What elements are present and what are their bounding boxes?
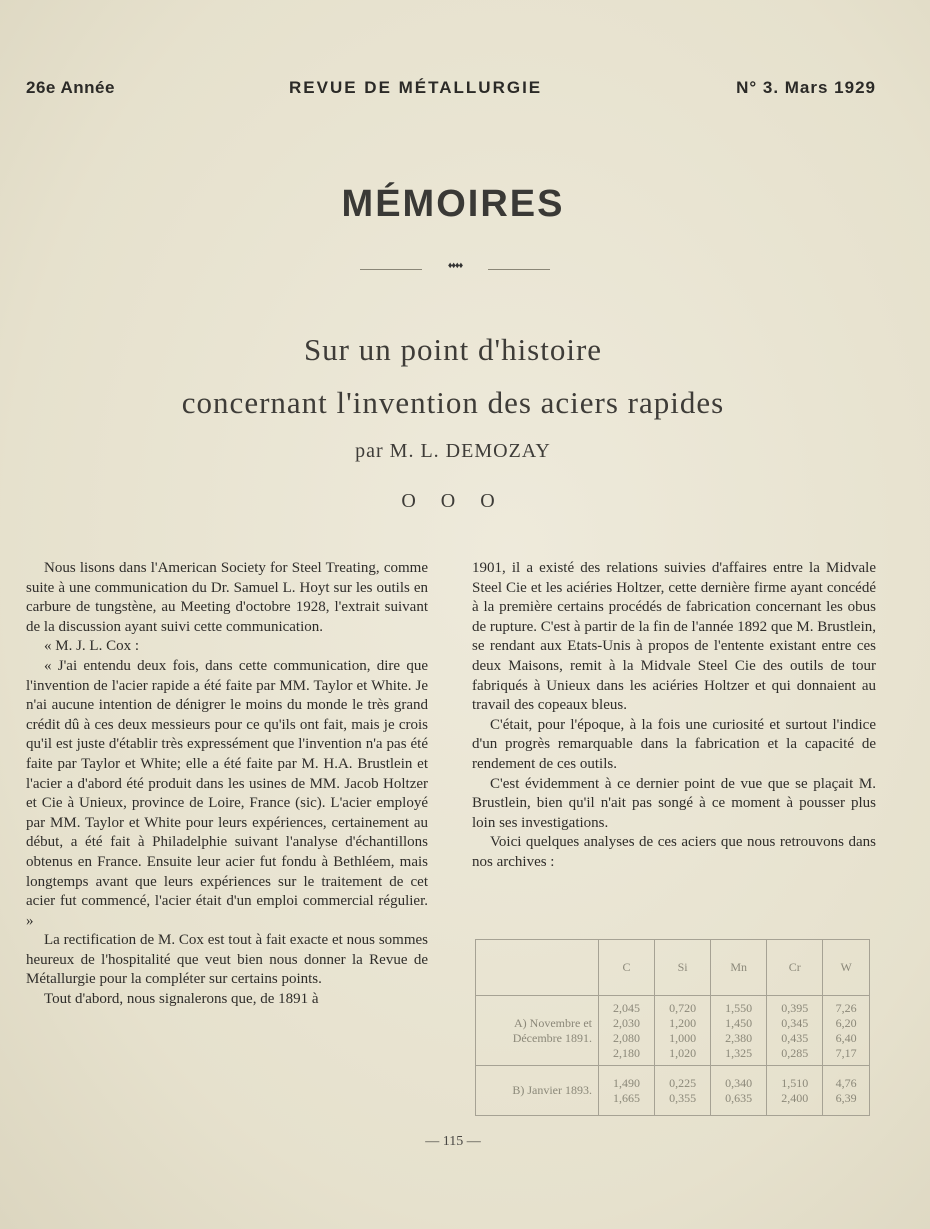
volume-year: 26e Année — [26, 78, 115, 97]
paragraph: Nous lisons dans l'American Society for Steel Treating, comme suite à une communication du Dr. Samuel L. Hoyt sur les outils en carbure de tungstène, au Meeting d'octobre 1928, l'extrait suivant de la discussion ayant suivi cette communication. — [26, 560, 428, 635]
issue-date: N° 3. Mars 1929 — [736, 78, 876, 97]
running-header — [26, 78, 876, 102]
paragraph: « M. J. L. Cox : — [44, 638, 140, 655]
row-label: B) Janvier 1893. — [476, 1066, 599, 1116]
ornament-divider — [360, 262, 550, 276]
separator-circles: O O O — [401, 490, 505, 512]
cell-si: 0,720 1,200 1,000 1,020 — [655, 996, 711, 1066]
cell-cr: 1,510 2,400 — [767, 1066, 823, 1116]
row-label: A) Novembre et Décembre 1891. — [476, 996, 599, 1066]
cell-c: 1,490 1,665 — [599, 1066, 655, 1116]
column-header: Mn — [711, 940, 767, 996]
article-title-line1: Sur un point d'histoire — [303, 332, 603, 367]
ornament-line-left — [360, 269, 422, 270]
author-byline: par M. L. DEMOZAY — [355, 440, 551, 462]
paragraph: La rectification de M. Cox est tout à fait exacte et nous sommes heureux de l'hospitalité que veut bien nous donner la Revue de Métallurgie pour la compléter sur certains points. — [26, 932, 428, 988]
page-number: — 115 — — [425, 1134, 481, 1149]
table-header-row — [476, 940, 870, 996]
cell-si: 0,225 0,355 — [655, 1066, 711, 1116]
cell-c: 2,045 2,030 2,080 2,180 — [599, 996, 655, 1066]
paragraph: Tout d'abord, nous signalerons que, de 1891 à — [44, 991, 319, 1008]
paragraph: 1901, il a existé des relations suivies d'affaires entre la Midvale Steel Cie et les aciéries Holtzer, cette dernière firme ayant concédé à la première certains procédés de fabrication concernant les obus de rupture. C'est à partir de la fin de l'année 1892 que M. Brustlein, se rendant aux Etats-Unis à propos de l'entente existant entre ces deux Maisons, remit à la Midvale Steel Cie des outils de tour fabriqués à Unieux dans les aciéries Holtzer et qui donnaient au travail des copeaux bleus. — [472, 560, 876, 714]
paragraph: Voici quelques analyses de ces aciers que nous retrouvons dans nos archives : — [472, 834, 876, 870]
cell-cr: 0,395 0,345 0,435 0,285 — [767, 996, 823, 1066]
cell-mn: 1,550 1,450 2,380 1,325 — [711, 996, 767, 1066]
table-row — [476, 996, 870, 1066]
ornament-line-right — [488, 269, 550, 270]
paragraph: « J'ai entendu deux fois, dans cette communication, dire que l'invention de l'acier rapide a été faite par MM. Taylor et White. Je n'ai aucune intention de dénigrer le moins du monde le très grand crédit dû à ces deux messieurs pour ce qu'ils ont fait, mais je crois qu'il est juste d'établir très expressément que l'invention n'a pas été faite par Taylor et White; elle a été faite par M. H.A. Brustlein et l'acier a d'abord été produit dans les usines de MM. Jacob Holtzer et Cie à Unieux, province de Loire, France (sic). L'acier employé par MM. Taylor et White pour leurs expériences, certainement au début, a été fait à Philadelphie suivant l'analyse d'échantillons obtenus en France. Ensuite leur acier fut fondu à Bethléem, mais longtemps avant que leurs expériences sur le traitement de cet acier fut commencé, l'acier était d'un emploi commercial régulier. » — [26, 657, 428, 929]
cell-w: 4,76 6,39 — [823, 1066, 870, 1116]
article-title-line2: concernant l'invention des aciers rapides — [181, 385, 725, 420]
paragraph: C'est évidemment à ce dernier point de vue que se plaçait M. Brustlein, bien qu'il n'ait pas songé à ce moment à pousser plus loin ses investigations. — [472, 775, 876, 831]
table-corner-cell — [476, 940, 599, 996]
cell-mn: 0,340 0,635 — [711, 1066, 767, 1116]
right-column — [472, 559, 876, 873]
paragraph: C'était, pour l'époque, à la fois une curiosité et surtout l'indice d'un progrès remarquable dans la fabrication et la capacité de rendement de ces outils. — [472, 716, 876, 772]
journal-title: REVUE DE MÉTALLURGIE — [289, 78, 543, 97]
column-header: W — [823, 940, 870, 996]
cell-w: 7,26 6,20 6,40 7,17 — [823, 996, 870, 1066]
section-title: MÉMOIRES — [341, 183, 565, 225]
analysis-table — [475, 939, 870, 1116]
column-header: C — [599, 940, 655, 996]
column-header: Si — [655, 940, 711, 996]
table-row — [476, 1066, 870, 1116]
diamond-ornament-icon: ♦♦♦♦ — [447, 260, 463, 270]
left-column — [26, 559, 428, 1010]
column-header: Cr — [767, 940, 823, 996]
